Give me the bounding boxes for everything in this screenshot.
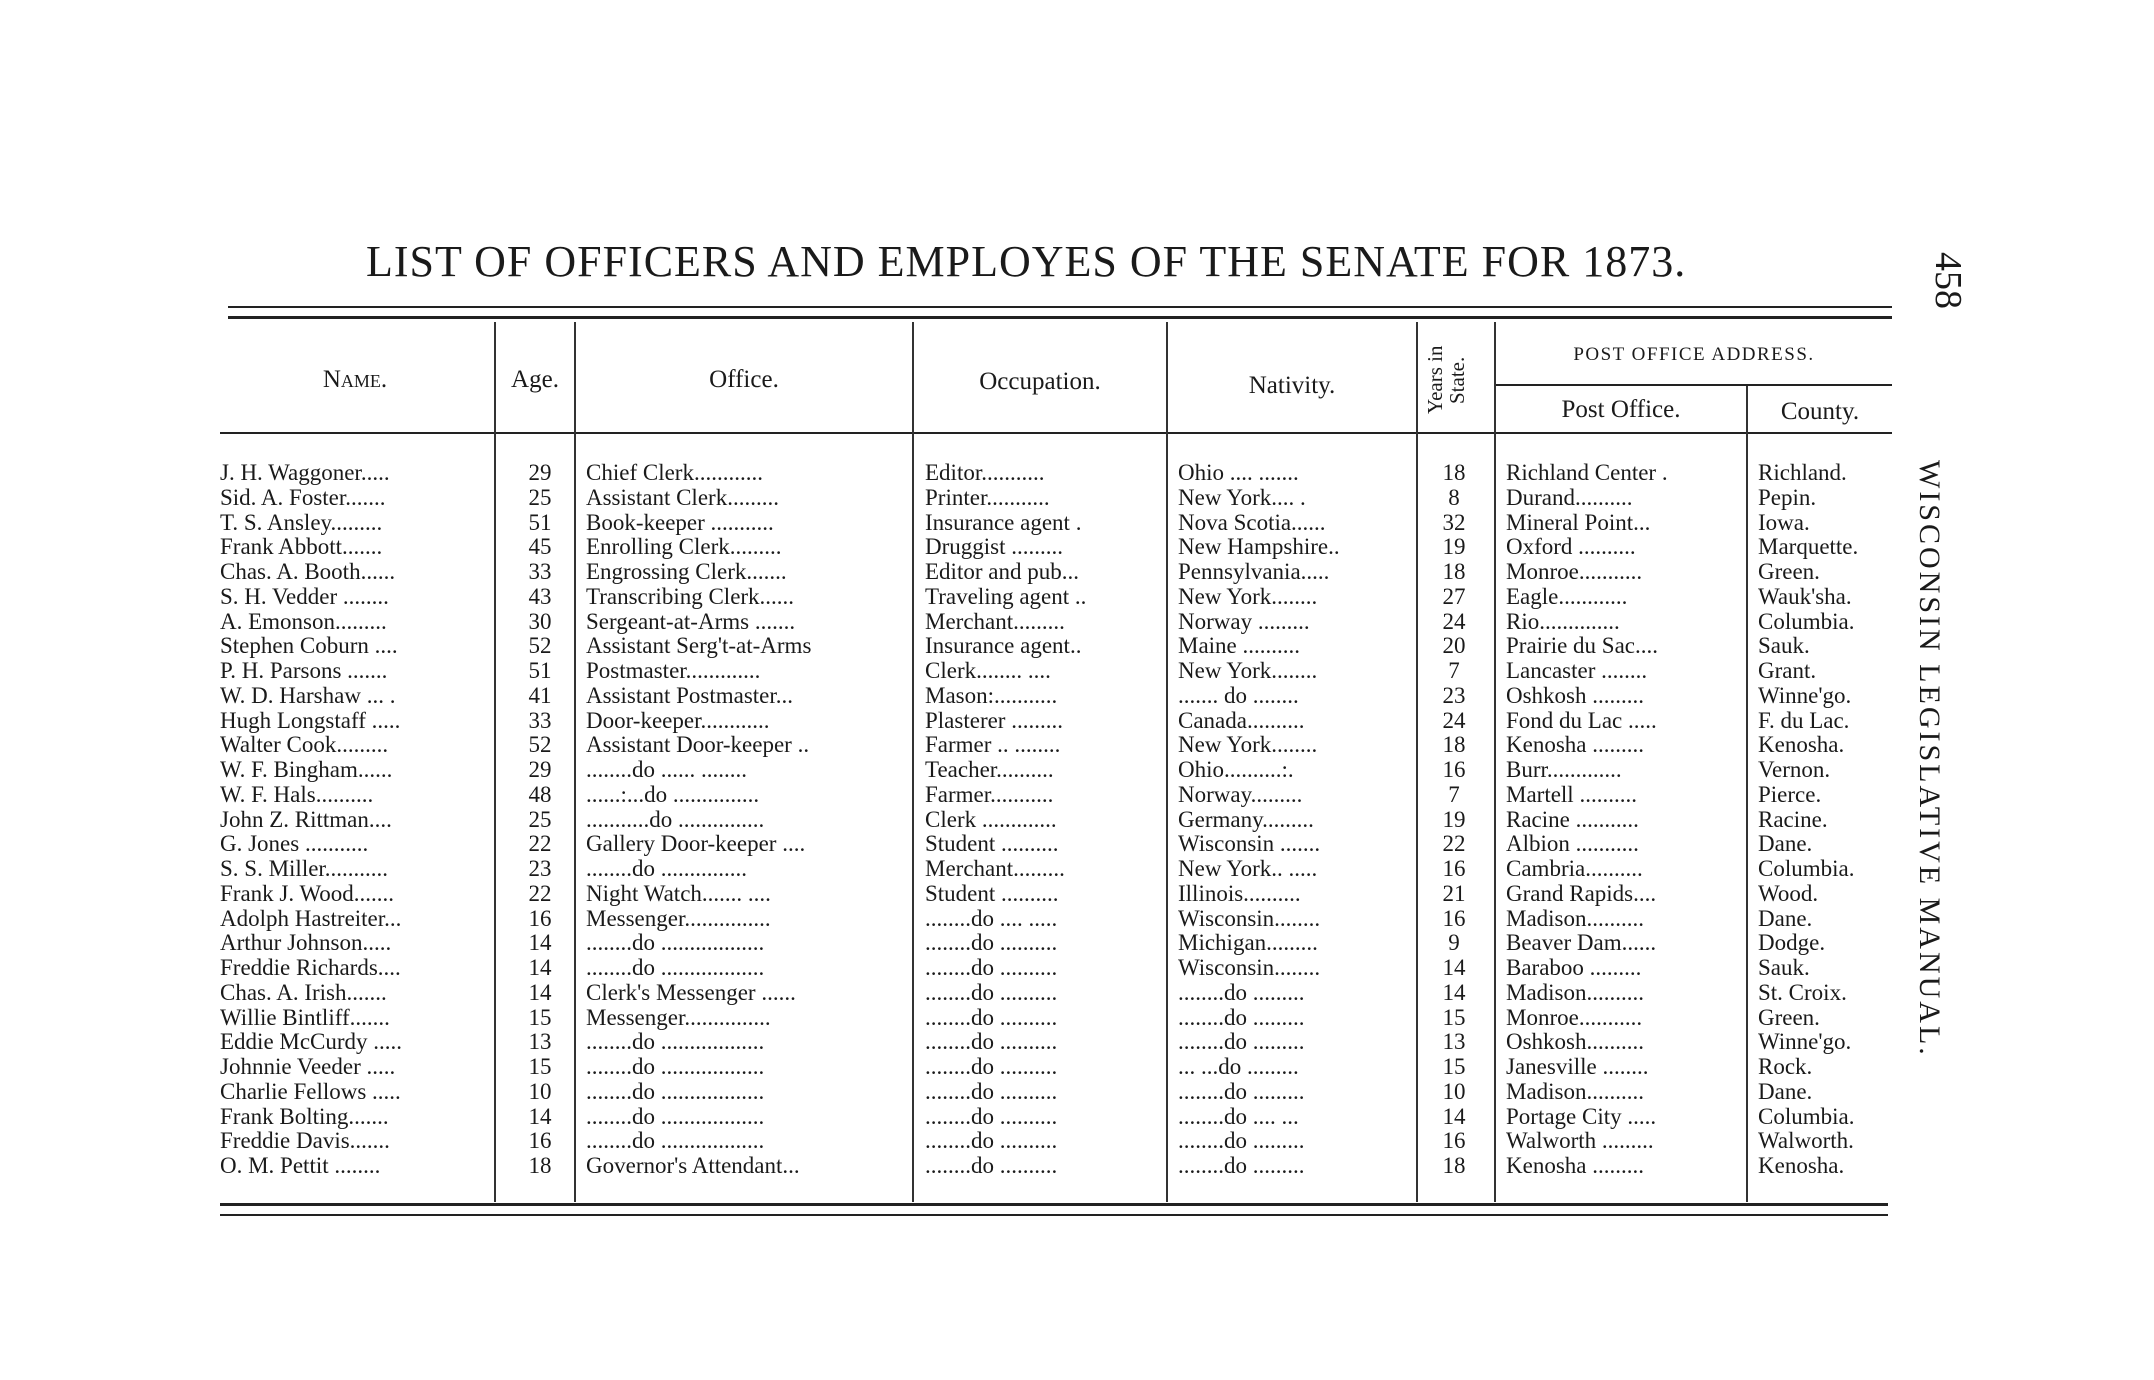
cell-nativity: Illinois.......... (1178, 881, 1301, 906)
cell-age: 25 (528, 485, 552, 510)
cell-post-office: Beaver Dam...... (1506, 931, 1657, 956)
cell-occupation: Printer........... (925, 485, 1050, 510)
table-row (0, 1006, 2154, 1031)
cell-name: Sid. A. Foster....... (220, 485, 386, 510)
cell-post-office: Burr............. (1506, 758, 1622, 782)
cell-age: 14 (528, 956, 552, 980)
cell-occupation: ........do .......... (925, 1030, 1058, 1055)
cell-post-office: Kenosha ......... (1506, 1154, 1644, 1178)
cell-county: Wood. (1758, 881, 1819, 906)
cell-post-office: Oshkosh ......... (1506, 683, 1645, 708)
table-row (0, 684, 2154, 709)
cell-name: W. F. Hals.......... (220, 782, 374, 807)
cell-office: Gallery Door-keeper .... (586, 832, 806, 857)
table-row (0, 486, 2154, 511)
cell-years-in-state: 10 (1442, 1079, 1466, 1104)
cell-county: Pepin. (1758, 485, 1817, 510)
cell-post-office: Albion ........... (1506, 832, 1639, 857)
cell-name: W. F. Bingham...... (220, 758, 393, 782)
cell-occupation: Clerk........ .... (925, 659, 1051, 683)
header-name: Name. (322, 366, 388, 393)
table-row (0, 1080, 2154, 1105)
cell-post-office: Eagle............ (1506, 584, 1628, 609)
cell-occupation: Traveling agent .. (925, 584, 1087, 609)
cell-years-in-state: 18 (1442, 560, 1466, 584)
cell-age: 16 (528, 1129, 552, 1154)
cell-name: W. D. Harshaw ... . (220, 683, 396, 708)
cell-occupation: Insurance agent . (925, 510, 1082, 535)
cell-age: 29 (528, 758, 552, 782)
table-row (0, 535, 2154, 560)
cell-county: Columbia. (1758, 857, 1855, 881)
cell-office: ........do .................. (586, 956, 765, 980)
cell-age: 33 (528, 708, 552, 733)
cell-years-in-state: 16 (1442, 1129, 1466, 1154)
table-row (0, 659, 2154, 684)
cell-occupation: ........do .......... (925, 1079, 1058, 1104)
cell-years-in-state: 15 (1442, 1055, 1466, 1079)
cell-occupation: ........do .......... (925, 931, 1058, 956)
table-row (0, 857, 2154, 882)
cell-post-office: Portage City ..... (1506, 1104, 1657, 1129)
cell-office: Transcribing Clerk...... (586, 584, 795, 609)
header-age: Age. (511, 366, 559, 393)
cell-post-office: Oshkosh.......... (1506, 1030, 1645, 1055)
cell-name: Adolph Hastreiter... (220, 906, 402, 931)
cell-nativity: ........do ......... (1178, 980, 1305, 1005)
cell-nativity: ........do ......... (1178, 1005, 1305, 1030)
cell-age: 43 (528, 584, 552, 609)
cell-occupation: Plasterer ......... (925, 708, 1063, 733)
cell-years-in-state: 14 (1442, 980, 1466, 1005)
cell-name: J. H. Waggoner..... (220, 461, 390, 485)
cell-nativity: New York........ (1178, 733, 1318, 758)
cell-office: Messenger............... (586, 1005, 771, 1030)
table-row (0, 832, 2154, 857)
cell-post-office: Cambria.......... (1506, 857, 1643, 881)
cell-county: Winne'go. (1758, 1030, 1852, 1055)
cell-years-in-state: 16 (1442, 857, 1466, 881)
cell-age: 41 (528, 683, 552, 708)
cell-county: Columbia. (1758, 609, 1855, 634)
cell-name: John Z. Rittman.... (220, 807, 392, 832)
cell-nativity: Michigan......... (1178, 931, 1318, 956)
cell-name: Eddie McCurdy ..... (220, 1030, 403, 1055)
cell-office: Engrossing Clerk....... (586, 560, 787, 584)
cell-occupation: Merchant......... (925, 609, 1065, 634)
cell-age: 22 (528, 832, 552, 857)
cell-post-office: Rio.............. (1506, 609, 1620, 634)
cell-name: Freddie Davis....... (220, 1129, 390, 1154)
cell-age: 45 (528, 535, 552, 560)
cell-nativity: New York........ (1178, 659, 1318, 683)
table-row (0, 956, 2154, 981)
cell-name: Charlie Fellows ..... (220, 1079, 401, 1104)
cell-years-in-state: 14 (1442, 956, 1466, 980)
top-rule-thin (228, 306, 1892, 308)
cell-occupation: Teacher.......... (925, 758, 1054, 782)
cell-county: Columbia. (1758, 1104, 1855, 1129)
cell-county: Dane. (1758, 1079, 1813, 1104)
table-row (0, 783, 2154, 808)
cell-office: ........do .................. (586, 1079, 765, 1104)
cell-office: Night Watch....... .... (586, 881, 771, 906)
cell-post-office: Kenosha ......... (1506, 733, 1644, 758)
cell-post-office: Madison.......... (1506, 1079, 1644, 1104)
cell-occupation: ........do .......... (925, 1129, 1058, 1154)
cell-office: ........do .................. (586, 1055, 765, 1079)
cell-nativity: ........do ......... (1178, 1129, 1305, 1154)
cell-nativity: ....... do ........ (1178, 683, 1299, 708)
cell-age: 15 (528, 1055, 552, 1079)
cell-post-office: Monroe........... (1506, 560, 1643, 584)
cell-years-in-state: 7 (1448, 782, 1460, 807)
cell-years-in-state: 23 (1442, 683, 1466, 708)
cell-office: ........do .................. (586, 1030, 765, 1055)
cell-years-in-state: 8 (1448, 485, 1460, 510)
cell-age: 14 (528, 980, 552, 1005)
cell-office: Door-keeper............ (586, 708, 770, 733)
cell-occupation: ........do .......... (925, 1104, 1058, 1129)
cell-county: Sauk. (1758, 634, 1810, 659)
table-row (0, 560, 2154, 585)
cell-county: Rock. (1758, 1055, 1813, 1079)
cell-age: 10 (528, 1079, 552, 1104)
cell-county: Iowa. (1758, 510, 1810, 535)
cell-age: 25 (528, 807, 552, 832)
cell-office: Governor's Attendant... (586, 1154, 800, 1178)
cell-county: Wauk'sha. (1758, 584, 1852, 609)
cell-name: G. Jones ........... (220, 832, 369, 857)
header-rule (220, 432, 1892, 434)
header-county: County. (1780, 398, 1860, 425)
cell-name: P. H. Parsons ....... (220, 659, 388, 683)
cell-years-in-state: 16 (1442, 906, 1466, 931)
page-number: 458 (1927, 252, 1969, 309)
cell-years-in-state: 24 (1442, 609, 1466, 634)
cell-years-in-state: 24 (1442, 708, 1466, 733)
cell-occupation: ........do .......... (925, 1005, 1058, 1030)
cell-years-in-state: 21 (1442, 881, 1466, 906)
cell-years-in-state: 14 (1442, 1104, 1466, 1129)
cell-office: ......:...do ............... (586, 782, 760, 807)
cell-age: 23 (528, 857, 552, 881)
cell-office: Assistant Clerk......... (586, 485, 779, 510)
table-row (0, 931, 2154, 956)
cell-occupation: Student .......... (925, 881, 1059, 906)
cell-county: Green. (1758, 1005, 1820, 1030)
cell-office: Assistant Door-keeper .. (586, 733, 810, 758)
table-row (0, 907, 2154, 932)
cell-nativity: New York........ (1178, 584, 1318, 609)
cell-post-office: Richland Center . (1506, 461, 1668, 485)
cell-occupation: Druggist ......... (925, 535, 1063, 560)
cell-office: Enrolling Clerk......... (586, 535, 782, 560)
cell-age: 14 (528, 931, 552, 956)
cell-county: Vernon. (1758, 758, 1831, 782)
cell-nativity: ........do .... ... (1178, 1104, 1299, 1129)
cell-county: St. Croix. (1758, 980, 1847, 1005)
cell-office: Assistant Postmaster... (586, 683, 794, 708)
cell-office: Assistant Serg't-at-Arms (586, 634, 812, 659)
cell-years-in-state: 32 (1442, 510, 1466, 535)
cell-years-in-state: 19 (1442, 535, 1466, 560)
cell-years-in-state: 7 (1448, 659, 1460, 683)
table-row (0, 511, 2154, 536)
cell-years-in-state: 27 (1442, 584, 1466, 609)
header-years-in-state: Years in State. (1423, 345, 1469, 415)
top-rule-thick (228, 316, 1892, 319)
cell-nativity: Norway ......... (1178, 609, 1310, 634)
cell-county: Marquette. (1758, 535, 1859, 560)
cell-post-office: Baraboo ......... (1506, 956, 1642, 980)
cell-county: Pierce. (1758, 782, 1822, 807)
cell-name: Chas. A. Irish....... (220, 980, 387, 1005)
cell-office: Sergeant-at-Arms ....... (586, 609, 796, 634)
bottom-rule-thick (220, 1203, 1888, 1206)
cell-nativity: ... ...do ......... (1178, 1055, 1299, 1079)
cell-county: Green. (1758, 560, 1820, 584)
cell-name: O. M. Pettit ........ (220, 1154, 381, 1178)
table-row (0, 585, 2154, 610)
table-row (0, 610, 2154, 635)
table-row (0, 1129, 2154, 1154)
header-occupation: Occupation. (979, 368, 1101, 395)
cell-post-office: Walworth ......... (1506, 1129, 1654, 1154)
cell-nativity: Ohio..........:. (1178, 758, 1294, 782)
header-post-office: Post Office. (1561, 396, 1681, 423)
cell-office: Postmaster............. (586, 659, 761, 683)
post-office-subrule (1496, 384, 1892, 386)
cell-occupation: Merchant......... (925, 857, 1065, 881)
table-row (0, 1105, 2154, 1130)
cell-occupation: ........do .......... (925, 1154, 1058, 1178)
cell-age: 16 (528, 906, 552, 931)
cell-name: Freddie Richards.... (220, 956, 401, 980)
cell-office: Messenger............... (586, 906, 771, 931)
cell-occupation: Clerk ............. (925, 807, 1057, 832)
cell-name: Frank Abbott....... (220, 535, 383, 560)
cell-nativity: Norway......... (1178, 782, 1303, 807)
cell-occupation: Farmer .. ........ (925, 733, 1061, 758)
cell-office: ........do ............... (586, 857, 747, 881)
cell-age: 52 (528, 733, 552, 758)
cell-age: 30 (528, 609, 552, 634)
table-row (0, 733, 2154, 758)
cell-nativity: ........do ......... (1178, 1030, 1305, 1055)
cell-years-in-state: 13 (1442, 1030, 1466, 1055)
table-row (0, 808, 2154, 833)
table-row (0, 1030, 2154, 1055)
cell-post-office: Prairie du Sac.... (1506, 634, 1659, 659)
cell-office: ...........do ............... (586, 807, 765, 832)
cell-county: Grant. (1758, 659, 1817, 683)
cell-occupation: ........do .......... (925, 980, 1058, 1005)
cell-office: ........do .................. (586, 1104, 765, 1129)
cell-county: Kenosha. (1758, 733, 1845, 758)
page-title: LIST OF OFFICERS AND EMPLOYES OF THE SENATE FOR 1873. (366, 237, 1687, 286)
cell-post-office: Lancaster ........ (1506, 659, 1648, 683)
bottom-rule-thin (220, 1214, 1888, 1216)
cell-county: Winne'go. (1758, 683, 1852, 708)
cell-years-in-state: 15 (1442, 1005, 1466, 1030)
table-row (0, 461, 2154, 486)
header-post-office-address: POST OFFICE ADDRESS. (1573, 344, 1815, 365)
table-row (0, 634, 2154, 659)
cell-county: Kenosha. (1758, 1154, 1845, 1178)
cell-county: Racine. (1758, 807, 1828, 832)
table-row (0, 981, 2154, 1006)
cell-office: Clerk's Messenger ...... (586, 980, 796, 1005)
cell-post-office: Grand Rapids.... (1506, 881, 1657, 906)
cell-nativity: ........do ......... (1178, 1154, 1305, 1178)
cell-name: Hugh Longstaff ..... (220, 708, 401, 733)
cell-occupation: Editor and pub... (925, 560, 1079, 584)
cell-occupation: Mason:........... (925, 683, 1058, 708)
cell-name: Walter Cook......... (220, 733, 389, 758)
cell-post-office: Monroe........... (1506, 1005, 1643, 1030)
cell-post-office: Oxford .......... (1506, 535, 1636, 560)
cell-age: 29 (528, 461, 552, 485)
cell-county: Dodge. (1758, 931, 1826, 956)
cell-name: Frank Bolting....... (220, 1104, 389, 1129)
cell-nativity: Pennsylvania..... (1178, 560, 1330, 584)
cell-county: Dane. (1758, 832, 1813, 857)
cell-post-office: Mineral Point... (1506, 510, 1651, 535)
cell-occupation: ........do .......... (925, 956, 1058, 980)
cell-occupation: Farmer........... (925, 782, 1054, 807)
header-office: Office. (709, 366, 779, 393)
cell-post-office: Janesville ........ (1506, 1055, 1649, 1079)
cell-name: S. H. Vedder ........ (220, 584, 389, 609)
cell-nativity: Ohio .... ....... (1178, 461, 1299, 485)
cell-name: Stephen Coburn .... (220, 634, 398, 659)
cell-name: A. Emonson......... (220, 609, 387, 634)
cell-post-office: Racine ........... (1506, 807, 1639, 832)
cell-years-in-state: 19 (1442, 807, 1466, 832)
cell-name: Frank J. Wood....... (220, 881, 395, 906)
cell-age: 13 (528, 1030, 552, 1055)
cell-county: F. du Lac. (1758, 708, 1850, 733)
cell-office: ........do .................. (586, 1129, 765, 1154)
cell-county: Dane. (1758, 906, 1813, 931)
cell-age: 51 (528, 510, 552, 535)
cell-age: 14 (528, 1104, 552, 1129)
cell-name: Willie Bintliff....... (220, 1005, 390, 1030)
cell-years-in-state: 18 (1442, 1154, 1466, 1178)
officers-table-body (0, 461, 2154, 1179)
table-row (0, 882, 2154, 907)
cell-age: 52 (528, 634, 552, 659)
table-row (0, 1055, 2154, 1080)
cell-occupation: Editor........... (925, 461, 1045, 485)
cell-post-office: Martell .......... (1506, 782, 1637, 807)
cell-years-in-state: 18 (1442, 733, 1466, 758)
cell-occupation: Student .......... (925, 832, 1059, 857)
cell-age: 51 (528, 659, 552, 683)
cell-years-in-state: 9 (1448, 931, 1460, 956)
cell-nativity: Wisconsin........ (1178, 906, 1321, 931)
cell-office: ........do ...... ........ (586, 758, 747, 782)
running-head: WISCONSIN LEGISLATIVE MANUAL. (1913, 460, 1946, 1058)
cell-years-in-state: 20 (1442, 634, 1466, 659)
cell-age: 48 (528, 782, 552, 807)
cell-name: Johnnie Veeder ..... (220, 1055, 396, 1079)
cell-nativity: New York.. ..... (1178, 857, 1318, 881)
cell-nativity: Nova Scotia...... (1178, 510, 1326, 535)
cell-nativity: Germany......... (1178, 807, 1314, 832)
cell-occupation: ........do .... ..... (925, 906, 1058, 931)
cell-nativity: Wisconsin ....... (1178, 832, 1321, 857)
cell-age: 18 (528, 1154, 552, 1178)
cell-name: Chas. A. Booth...... (220, 560, 396, 584)
cell-county: Walworth. (1758, 1129, 1854, 1154)
cell-office: Book-keeper ........... (586, 510, 774, 535)
cell-post-office: Madison.......... (1506, 980, 1644, 1005)
cell-occupation: ........do .......... (925, 1055, 1058, 1079)
cell-office: Chief Clerk............ (586, 461, 763, 485)
cell-occupation: Insurance agent.. (925, 634, 1082, 659)
cell-years-in-state: 18 (1442, 461, 1466, 485)
cell-nativity: New Hampshire.. (1178, 535, 1340, 560)
cell-years-in-state: 16 (1442, 758, 1466, 782)
cell-county: Sauk. (1758, 956, 1810, 980)
cell-years-in-state: 22 (1442, 832, 1466, 857)
cell-post-office: Madison.......... (1506, 906, 1644, 931)
cell-county: Richland. (1758, 461, 1847, 485)
cell-age: 33 (528, 560, 552, 584)
cell-name: T. S. Ansley......... (220, 510, 383, 535)
cell-post-office: Durand.......... (1506, 485, 1633, 510)
cell-nativity: Maine .......... (1178, 634, 1301, 659)
cell-nativity: Canada.......... (1178, 708, 1305, 733)
cell-name: Arthur Johnson..... (220, 931, 392, 956)
cell-age: 15 (528, 1005, 552, 1030)
table-row (0, 758, 2154, 783)
table-row (0, 709, 2154, 734)
cell-age: 22 (528, 881, 552, 906)
cell-name: S. S. Miller........... (220, 857, 389, 881)
cell-nativity: ........do ......... (1178, 1079, 1305, 1104)
cell-nativity: New York.... . (1178, 485, 1306, 510)
cell-post-office: Fond du Lac ..... (1506, 708, 1657, 733)
cell-nativity: Wisconsin........ (1178, 956, 1321, 980)
cell-office: ........do .................. (586, 931, 765, 956)
header-nativity: Nativity. (1248, 372, 1336, 399)
table-row (0, 1154, 2154, 1179)
